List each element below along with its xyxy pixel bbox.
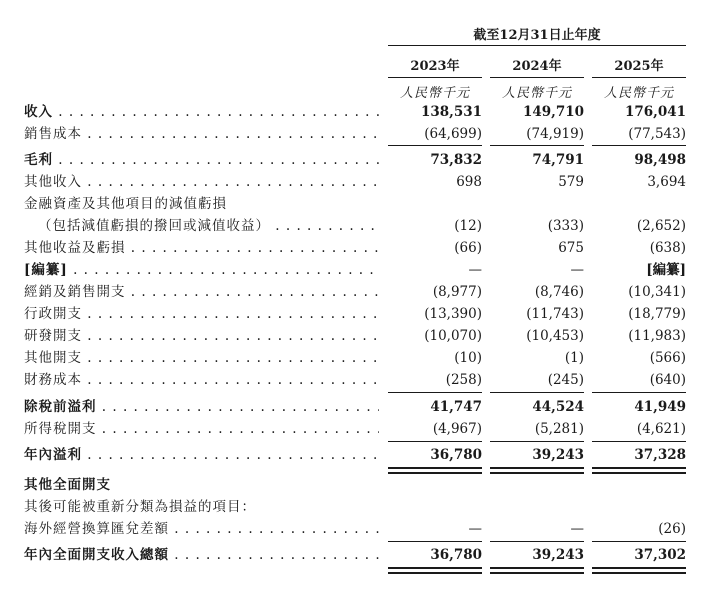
unit-label: 人民幣千元 — [399, 86, 470, 101]
value-2025: 41,949 — [634, 399, 686, 415]
value-2025: (638) — [649, 240, 686, 256]
value-2024: (333) — [547, 218, 584, 234]
subtotal-rule — [592, 541, 686, 542]
value-2024: 44,524 — [532, 399, 584, 415]
value-2023: 36,780 — [430, 547, 482, 563]
table-row — [0, 325, 707, 347]
total-double-rule — [388, 567, 482, 574]
row-label: [編纂] . . . — [24, 259, 379, 281]
subtotal-rule — [490, 541, 584, 542]
value-2024: (245) — [547, 372, 584, 388]
value-2023: (4,967) — [432, 421, 482, 437]
row-label: 其後可能被重新分類為損益的項目： — [24, 499, 256, 515]
value-2024: (11,743) — [526, 306, 584, 322]
subtotal-rule — [388, 145, 482, 146]
section-heading: 其他全面開支 — [24, 477, 111, 493]
subtotal-rule — [388, 541, 482, 542]
value-2024: (8,746) — [534, 284, 584, 300]
table-row — [0, 259, 707, 281]
table-row — [0, 544, 707, 566]
value-2025: (26) — [658, 521, 686, 537]
value-2024: 579 — [558, 174, 584, 190]
subtotal-rule — [490, 392, 584, 393]
value-2025: 37,328 — [634, 447, 686, 463]
year-2023: 2023年 — [410, 59, 460, 74]
row-label: 其他收入 . . . — [24, 171, 379, 193]
table-row — [0, 347, 707, 369]
year-2024: 2024年 — [512, 59, 562, 74]
table-row — [0, 496, 707, 518]
value-2023: — — [468, 262, 482, 278]
row-label: 其他開支 . . . — [24, 347, 379, 369]
row-label: 研發開支 . . . — [24, 325, 379, 347]
value-2025: (566) — [649, 350, 686, 366]
year-2025: 2025年 — [614, 59, 664, 74]
row-label: 收入 . . . — [24, 101, 379, 123]
value-2023: (8,977) — [432, 284, 482, 300]
value-2025: 176,041 — [624, 104, 686, 120]
table-row — [0, 418, 707, 440]
row-label: 財務成本 . . . — [24, 369, 379, 391]
value-2023: (66) — [454, 240, 482, 256]
value-2025: (640) — [649, 372, 686, 388]
value-2024: (5,281) — [534, 421, 584, 437]
value-2023: 41,747 — [430, 399, 482, 415]
value-2024: (10,453) — [526, 328, 584, 344]
value-2023: (12) — [454, 218, 482, 234]
value-2025: (2,652) — [636, 218, 686, 234]
value-2024: 39,243 — [532, 447, 584, 463]
row-label: 其他收益及虧損 . . . — [24, 237, 379, 259]
header-rule — [388, 45, 686, 46]
row-label: 金融資產及其他項目的減值虧損 — [24, 196, 227, 212]
subtotal-rule — [592, 392, 686, 393]
value-2023: (64,699) — [424, 126, 482, 142]
value-2025: 98,498 — [634, 152, 686, 168]
total-double-rule — [592, 567, 686, 574]
value-2025: (77,543) — [628, 126, 686, 142]
unit-label: 人民幣千元 — [501, 86, 572, 101]
row-label: 毛利 . . . — [24, 149, 379, 171]
row-label: 年內溢利 . . . — [24, 444, 379, 466]
subtotal-rule — [490, 441, 584, 442]
table-row — [0, 215, 707, 237]
row-label: 所得稅開支 . . . — [24, 418, 379, 440]
value-2023: (10) — [454, 350, 482, 366]
total-double-rule — [490, 567, 584, 574]
subtotal-rule — [592, 441, 686, 442]
value-2023: 73,832 — [430, 152, 482, 168]
value-2023: — — [468, 521, 482, 537]
subtotal-rule — [490, 145, 584, 146]
value-2024: — — [570, 262, 584, 278]
table-row — [0, 303, 707, 325]
table-row — [0, 101, 707, 123]
value-2023: 138,531 — [420, 104, 482, 120]
value-2023: (13,390) — [424, 306, 482, 322]
table-row — [0, 369, 707, 391]
period-header: 截至12月31日止年度 — [473, 28, 601, 43]
value-2025: (11,983) — [628, 328, 686, 344]
table-row — [0, 444, 707, 466]
value-2024: (74,919) — [526, 126, 584, 142]
table-row — [0, 518, 707, 540]
table-row — [0, 193, 707, 215]
unit-label: 人民幣千元 — [603, 86, 674, 101]
value-2025: (18,779) — [628, 306, 686, 322]
value-2024: 675 — [558, 240, 584, 256]
value-2023: (258) — [445, 372, 482, 388]
total-double-rule — [388, 467, 482, 474]
table-row — [0, 396, 707, 418]
value-2023: 36,780 — [430, 447, 482, 463]
row-label: 銷售成本 . . . — [24, 123, 379, 145]
row-label: 行政開支 . . . — [24, 303, 379, 325]
value-2024: (1) — [564, 350, 584, 366]
value-2025: 3,694 — [647, 174, 686, 190]
table-row — [0, 474, 707, 496]
table-row — [0, 281, 707, 303]
table-row — [0, 171, 707, 193]
value-2024: 39,243 — [532, 547, 584, 563]
total-double-rule — [592, 467, 686, 474]
table-row — [0, 237, 707, 259]
subtotal-rule — [388, 392, 482, 393]
row-label: 除稅前溢利 . . . — [24, 396, 379, 418]
value-2025: (10,341) — [628, 284, 686, 300]
subtotal-rule — [388, 441, 482, 442]
year-rule — [490, 77, 584, 78]
table-row — [0, 123, 707, 145]
value-2025: (4,621) — [636, 421, 686, 437]
value-2024: 149,710 — [522, 104, 584, 120]
row-label: 經銷及銷售開支 . . . — [24, 281, 379, 303]
total-double-rule — [490, 467, 584, 474]
value-2025: [編纂] — [646, 262, 686, 278]
year-rule — [388, 77, 482, 78]
value-2024: — — [570, 521, 584, 537]
value-2025: 37,302 — [634, 547, 686, 563]
value-2023: 698 — [456, 174, 482, 190]
value-2023: (10,070) — [424, 328, 482, 344]
value-2024: 74,791 — [532, 152, 584, 168]
table-row — [0, 149, 707, 171]
row-label: （包括減值虧損的撥回或減值收益） . . . — [38, 215, 379, 237]
row-label: 年內全面開支收入總額 . . . — [24, 544, 379, 566]
subtotal-rule — [592, 145, 686, 146]
year-rule — [592, 77, 686, 78]
row-label: 海外經營換算匯兌差額 . . . — [24, 518, 379, 540]
